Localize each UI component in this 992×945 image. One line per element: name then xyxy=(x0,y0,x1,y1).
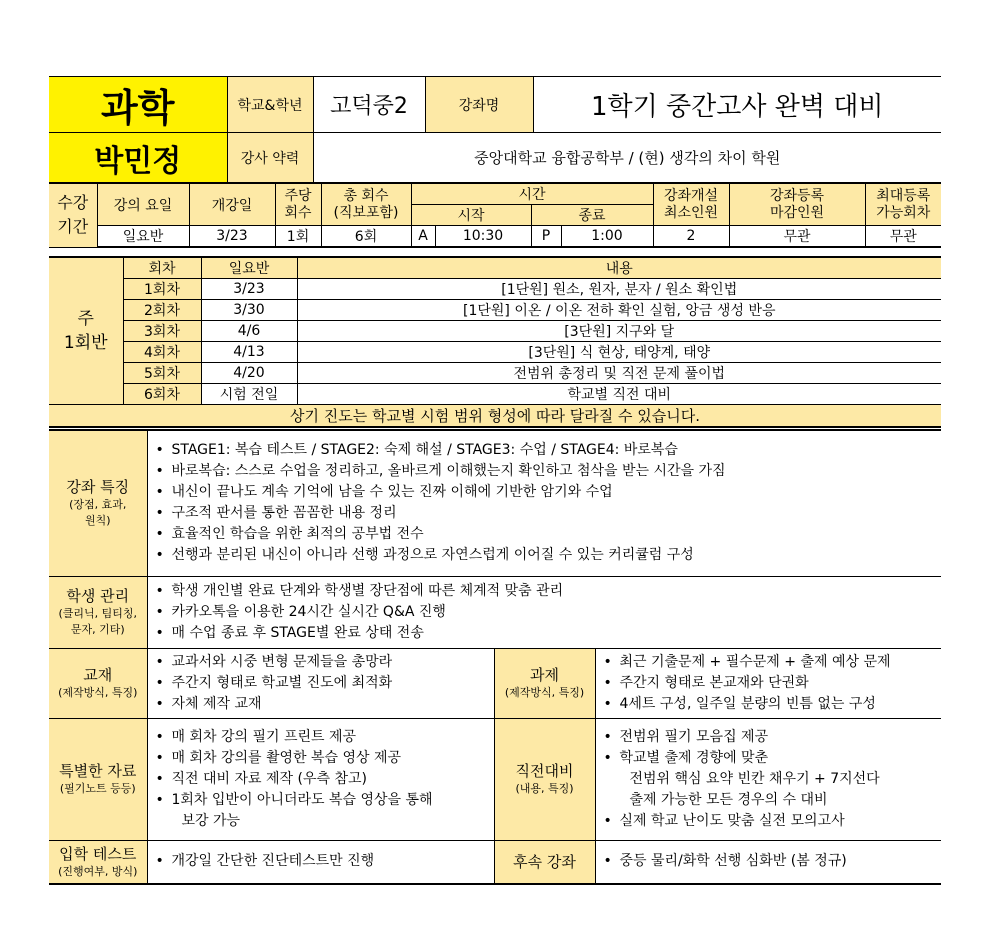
table-row xyxy=(49,384,941,405)
content-cell: [1단원] 원소, 원자, 분자 / 원소 확인법 xyxy=(297,279,941,300)
features-table xyxy=(49,429,941,885)
content-cell: 학교별 직전 대비 xyxy=(297,384,941,405)
date-cell: 4/13 xyxy=(201,342,297,363)
final-prep-list xyxy=(595,718,941,840)
session-cell: 2회차 xyxy=(123,300,201,321)
list-item: • 바로복습: 스스로 수업을 정리하고, 올바르게 이해했는지 확인하고 첨삭을 받는 시간을 가짐 xyxy=(156,461,936,482)
start-date-value: 3/23 xyxy=(189,226,275,248)
school-grade-value: 고덕중2 xyxy=(313,77,425,133)
schedule-table xyxy=(49,256,941,428)
homework-label: 과제 (제작방식, 특징) xyxy=(494,648,595,718)
table-row xyxy=(49,363,941,384)
min-people-label: 강좌개설 최소인원 xyxy=(653,183,729,226)
session-cell: 3회차 xyxy=(123,321,201,342)
weekly-count-label: 주당 회수 xyxy=(275,183,321,226)
career-label: 강사 약력 xyxy=(227,133,313,183)
date-header: 일요반 xyxy=(201,257,297,279)
course-header-table xyxy=(49,76,941,183)
list-item: • 매 회차 강의를 촬영한 복습 영상 제공 xyxy=(156,748,488,769)
session-header: 회차 xyxy=(123,257,201,279)
total-count-label: 총 회수 (직보포함) xyxy=(321,183,411,226)
list-item: • 자체 제작 교재 xyxy=(156,694,488,715)
day-label: 강의 요일 xyxy=(97,183,189,226)
date-cell: 3/30 xyxy=(201,300,297,321)
deadline-value: 무관 xyxy=(729,226,865,248)
school-grade-label: 학교&학년 xyxy=(227,77,313,133)
list-item: • 구조적 판서를 통한 꼼꼼한 내용 정리 xyxy=(156,503,936,524)
course-features-label: 강좌 특징 (장점, 효과, 원칙) xyxy=(49,430,147,576)
list-item: • 직전 대비 자료 제작 (우측 참고) xyxy=(156,769,488,790)
subject-title: 과학 xyxy=(49,77,227,133)
list-item: • 개강일 간단한 진단테스트만 진행 xyxy=(156,851,488,872)
student-management-list xyxy=(147,576,941,648)
content-cell: [3단원] 지구와 달 xyxy=(297,321,941,342)
entrance-test-label: 입학 테스트 (진행여부, 방식) xyxy=(49,840,147,884)
start-time-value: 10:30 xyxy=(435,226,531,248)
schedule-side-label: 주 1회반 xyxy=(49,257,123,405)
course-name-label: 강좌명 xyxy=(425,77,533,133)
session-cell: 1회차 xyxy=(123,279,201,300)
course-features-list xyxy=(147,430,941,576)
list-item: • 실제 학교 난이도 맞춤 실전 모의고사 xyxy=(604,811,936,832)
date-cell: 4/20 xyxy=(201,363,297,384)
final-prep-label: 직전대비 (내용, 특징) xyxy=(494,718,595,840)
max-label: 최대등록 가능회차 xyxy=(865,183,941,226)
student-management-label: 학생 관리 (클리닉, 팀티칭, 문자, 기타) xyxy=(49,576,147,648)
textbook-label: 교재 (제작방식, 특징) xyxy=(49,648,147,718)
list-item: • STAGE1: 복습 테스트 / STAGE2: 숙제 해설 / STAGE3: 수업 / STAGE4: 바로복습 xyxy=(156,440,936,461)
list-item: • 주간지 형태로 학교별 진도에 최적화 xyxy=(156,673,488,694)
content-header: 내용 xyxy=(297,257,941,279)
list-item: • 최근 기출문제 + 필수문제 + 출제 예상 문제 xyxy=(604,652,936,673)
textbook-list xyxy=(147,648,494,718)
end-time-label: 종료 xyxy=(531,205,653,226)
end-ampm: P xyxy=(531,226,561,248)
list-item: • 매 수업 종료 후 STAGE별 완료 상태 전송 xyxy=(156,623,936,644)
list-item: • 학생 개인별 완료 단계와 학생별 장단점에 따른 체계적 맞춤 관리 xyxy=(156,581,936,602)
time-label: 시간 xyxy=(411,183,653,205)
table-row xyxy=(49,300,941,321)
list-item: • 교과서와 시중 변형 문제들을 총망라 xyxy=(156,652,488,673)
list-item: • 내신이 끝나도 계속 기억에 남을 수 있는 진짜 이해에 기반한 암기와 수업 xyxy=(156,482,936,503)
total-count-value: 6회 xyxy=(321,226,411,248)
list-item: • 카카오톡을 이용한 24시간 실시간 Q&A 진행 xyxy=(156,602,936,623)
weekly-count-value: 1회 xyxy=(275,226,321,248)
table-row xyxy=(49,321,941,342)
list-item: • 효율적인 학습을 위한 최적의 공부법 전수 xyxy=(156,524,936,545)
course-name-value: 1학기 중간고사 완벽 대비 xyxy=(533,77,941,133)
day-value: 일요반 xyxy=(97,226,189,248)
content-cell: 전범위 총정리 및 직전 문제 풀이법 xyxy=(297,363,941,384)
career-value: 중앙대학교 융합공학부 / (현) 생각의 차이 학원 xyxy=(313,133,941,183)
content-cell: [3단원] 식 현상, 태양계, 태양 xyxy=(297,342,941,363)
content-cell: [1단원] 이온 / 이온 전하 확인 실험, 앙금 생성 반응 xyxy=(297,300,941,321)
list-item: • 전범위 필기 모음집 제공 xyxy=(604,727,936,748)
end-time-value: 1:00 xyxy=(561,226,653,248)
list-item: • 1회차 입반이 아니더라도 복습 영상을 통해 보강 가능 xyxy=(156,790,488,832)
period-label: 수강 기간 xyxy=(49,183,97,247)
start-date-label: 개강일 xyxy=(189,183,275,226)
session-cell: 5회차 xyxy=(123,363,201,384)
table-row xyxy=(49,279,941,300)
max-value: 무관 xyxy=(865,226,941,248)
teacher-name: 박민정 xyxy=(49,133,227,183)
list-item: • 매 회차 강의 필기 프린트 제공 xyxy=(156,727,488,748)
date-cell: 시험 전일 xyxy=(201,384,297,405)
session-cell: 4회차 xyxy=(123,342,201,363)
entrance-test-list xyxy=(147,840,494,884)
schedule-note: 상기 진도는 학교별 시험 범위 형성에 따라 달라질 수 있습니다. xyxy=(49,405,941,428)
followup-course-list xyxy=(595,840,941,884)
list-item: • 선행과 분리된 내신이 아니라 선행 과정으로 자연스럽게 이어질 수 있는 커리큘럼 구성 xyxy=(156,545,936,566)
list-item: • 4세트 구성, 일주일 분량의 빈틈 없는 구성 xyxy=(604,694,936,715)
start-ampm: A xyxy=(411,226,435,248)
followup-course-label: 후속 강좌 xyxy=(494,840,595,884)
list-item: • 학교별 출제 경향에 맞춘 전범위 핵심 요약 빈칸 채우기 + 7지선다 출제 가능한 모든 경우의 수 대비 xyxy=(604,748,936,811)
homework-list xyxy=(595,648,941,718)
table-row xyxy=(49,342,941,363)
course-info-table xyxy=(49,182,941,248)
special-material-label: 특별한 자료 (필기노트 등등) xyxy=(49,718,147,840)
deadline-label: 강좌등록 마감인원 xyxy=(729,183,865,226)
session-cell: 6회차 xyxy=(123,384,201,405)
special-material-list xyxy=(147,718,494,840)
start-time-label: 시작 xyxy=(411,205,531,226)
min-people-value: 2 xyxy=(653,226,729,248)
date-cell: 3/23 xyxy=(201,279,297,300)
date-cell: 4/6 xyxy=(201,321,297,342)
list-item: • 중등 물리/화학 선행 심화반 (봄 정규) xyxy=(604,851,936,872)
list-item: • 주간지 형태로 본교재와 단권화 xyxy=(604,673,936,694)
